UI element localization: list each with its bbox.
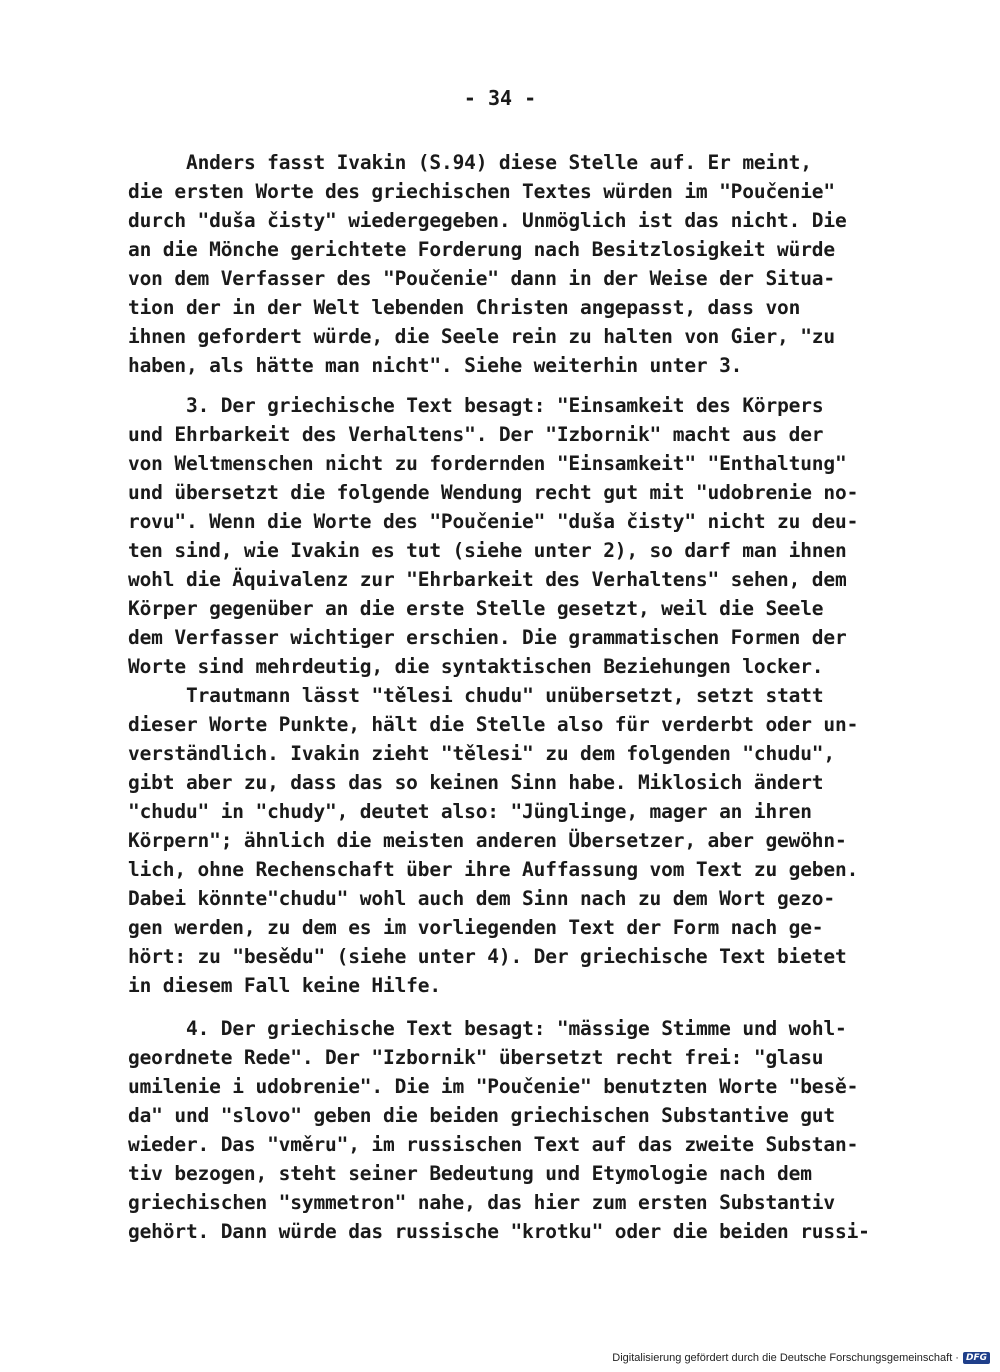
text-line: Trautmann lässt "tělesi chudu" unübersetzt, setzt statt bbox=[186, 684, 824, 707]
text-line: die ersten Worte des griechischen Textes würden im "Poučenie" bbox=[128, 180, 835, 203]
text-line: 3. Der griechische Text besagt: "Einsamkeit des Körpers bbox=[186, 394, 824, 417]
footer-credit: Digitalisierung gefördert durch die Deutsche Forschungsgemeinschaft · bbox=[612, 1352, 959, 1364]
text-line: an die Mönche gerichtete Forderung nach Besitzlosigkeit würde bbox=[128, 238, 835, 261]
text-line: Anders fasst Ivakin (S.94) diese Stelle auf. Er meint, bbox=[186, 151, 812, 174]
dfg-logo-icon: DFG bbox=[963, 1352, 990, 1364]
text-line: lich, ohne Rechenschaft über ihre Auffassung vom Text zu geben. bbox=[128, 858, 859, 881]
text-line: und Ehrbarkeit des Verhaltens". Der "Izbornik" macht aus der bbox=[128, 423, 824, 446]
text-line: wieder. Das "vměru", im russischen Text auf das zweite Substan- bbox=[128, 1133, 859, 1156]
text-line: in diesem Fall keine Hilfe. bbox=[128, 974, 441, 997]
text-line: durch "duša čisty" wiedergegeben. Unmöglich ist das nicht. Die bbox=[128, 209, 847, 232]
text-line: Körper gegenüber an die erste Stelle gesetzt, weil die Seele bbox=[128, 597, 824, 620]
text-line: 4. Der griechische Text besagt: "mässige Stimme und wohl- bbox=[186, 1017, 847, 1040]
text-line: von dem Verfasser des "Poučenie" dann in der Weise der Situa- bbox=[128, 267, 835, 290]
text-line: dieser Worte Punkte, hält die Stelle also für verderbt oder un- bbox=[128, 713, 859, 736]
text-line: gen werden, zu dem es im vorliegenden Text der Form nach ge- bbox=[128, 916, 824, 939]
text-line: geordnete Rede". Der "Izbornik" übersetzt recht frei: "glasu bbox=[128, 1046, 824, 1069]
text-line: tiv bezogen, steht seiner Bedeutung und Etymologie nach dem bbox=[128, 1162, 812, 1185]
text-line: ten sind, wie Ivakin es tut (siehe unter 2), so darf man ihnen bbox=[128, 539, 847, 562]
text-line: ihnen gefordert würde, die Seele rein zu halten von Gier, "zu bbox=[128, 325, 835, 348]
text-line: und übersetzt die folgende Wendung recht gut mit "udobrenie no- bbox=[128, 481, 859, 504]
text-line: hört: zu "besědu" (siehe unter 4). Der griechische Text bietet bbox=[128, 945, 847, 968]
text-line: dem Verfasser wichtiger erschien. Die grammatischen Formen der bbox=[128, 626, 847, 649]
text-line: griechischen "symmetron" nahe, das hier zum ersten Substantiv bbox=[128, 1191, 835, 1214]
text-line: da" und "slovo" geben die beiden griechischen Substantive gut bbox=[128, 1104, 835, 1127]
page-number: - 34 - bbox=[463, 86, 537, 110]
text-line: Worte sind mehrdeutig, die syntaktischen Beziehungen locker. bbox=[128, 655, 824, 678]
digitization-footer bbox=[612, 1352, 990, 1364]
text-line: gibt aber zu, dass das so keinen Sinn habe. Miklosich ändert bbox=[128, 771, 824, 794]
text-line: haben, als hätte man nicht". Siehe weiterhin unter 3. bbox=[128, 354, 743, 377]
text-line: Körpern"; ähnlich die meisten anderen Übersetzer, aber gewöhn- bbox=[128, 829, 847, 852]
text-line: tion der in der Welt lebenden Christen angepasst, dass von bbox=[128, 296, 801, 319]
text-line: Dabei könnte"chudu" wohl auch dem Sinn nach zu dem Wort gezo- bbox=[128, 887, 835, 910]
text-line: verständlich. Ivakin zieht "tělesi" zu dem folgenden "chudu", bbox=[128, 742, 835, 765]
text-line: gehört. Dann würde das russische "krotku" oder die beiden russi- bbox=[128, 1220, 870, 1243]
text-line: wohl die Äquivalenz zur "Ehrbarkeit des Verhaltens" sehen, dem bbox=[128, 568, 847, 591]
text-line: von Weltmenschen nicht zu fordernden "Einsamkeit" "Enthaltung" bbox=[128, 452, 847, 475]
text-line: "chudu" in "chudy", deutet also: "Jünglinge, mager an ihren bbox=[128, 800, 812, 823]
text-line: umilenie i udobrenie". Die im "Poučenie" benutzten Worte "besě- bbox=[128, 1075, 859, 1098]
text-line: rovu". Wenn die Worte des "Poučenie" "duša čisty" nicht zu deu- bbox=[128, 510, 859, 533]
